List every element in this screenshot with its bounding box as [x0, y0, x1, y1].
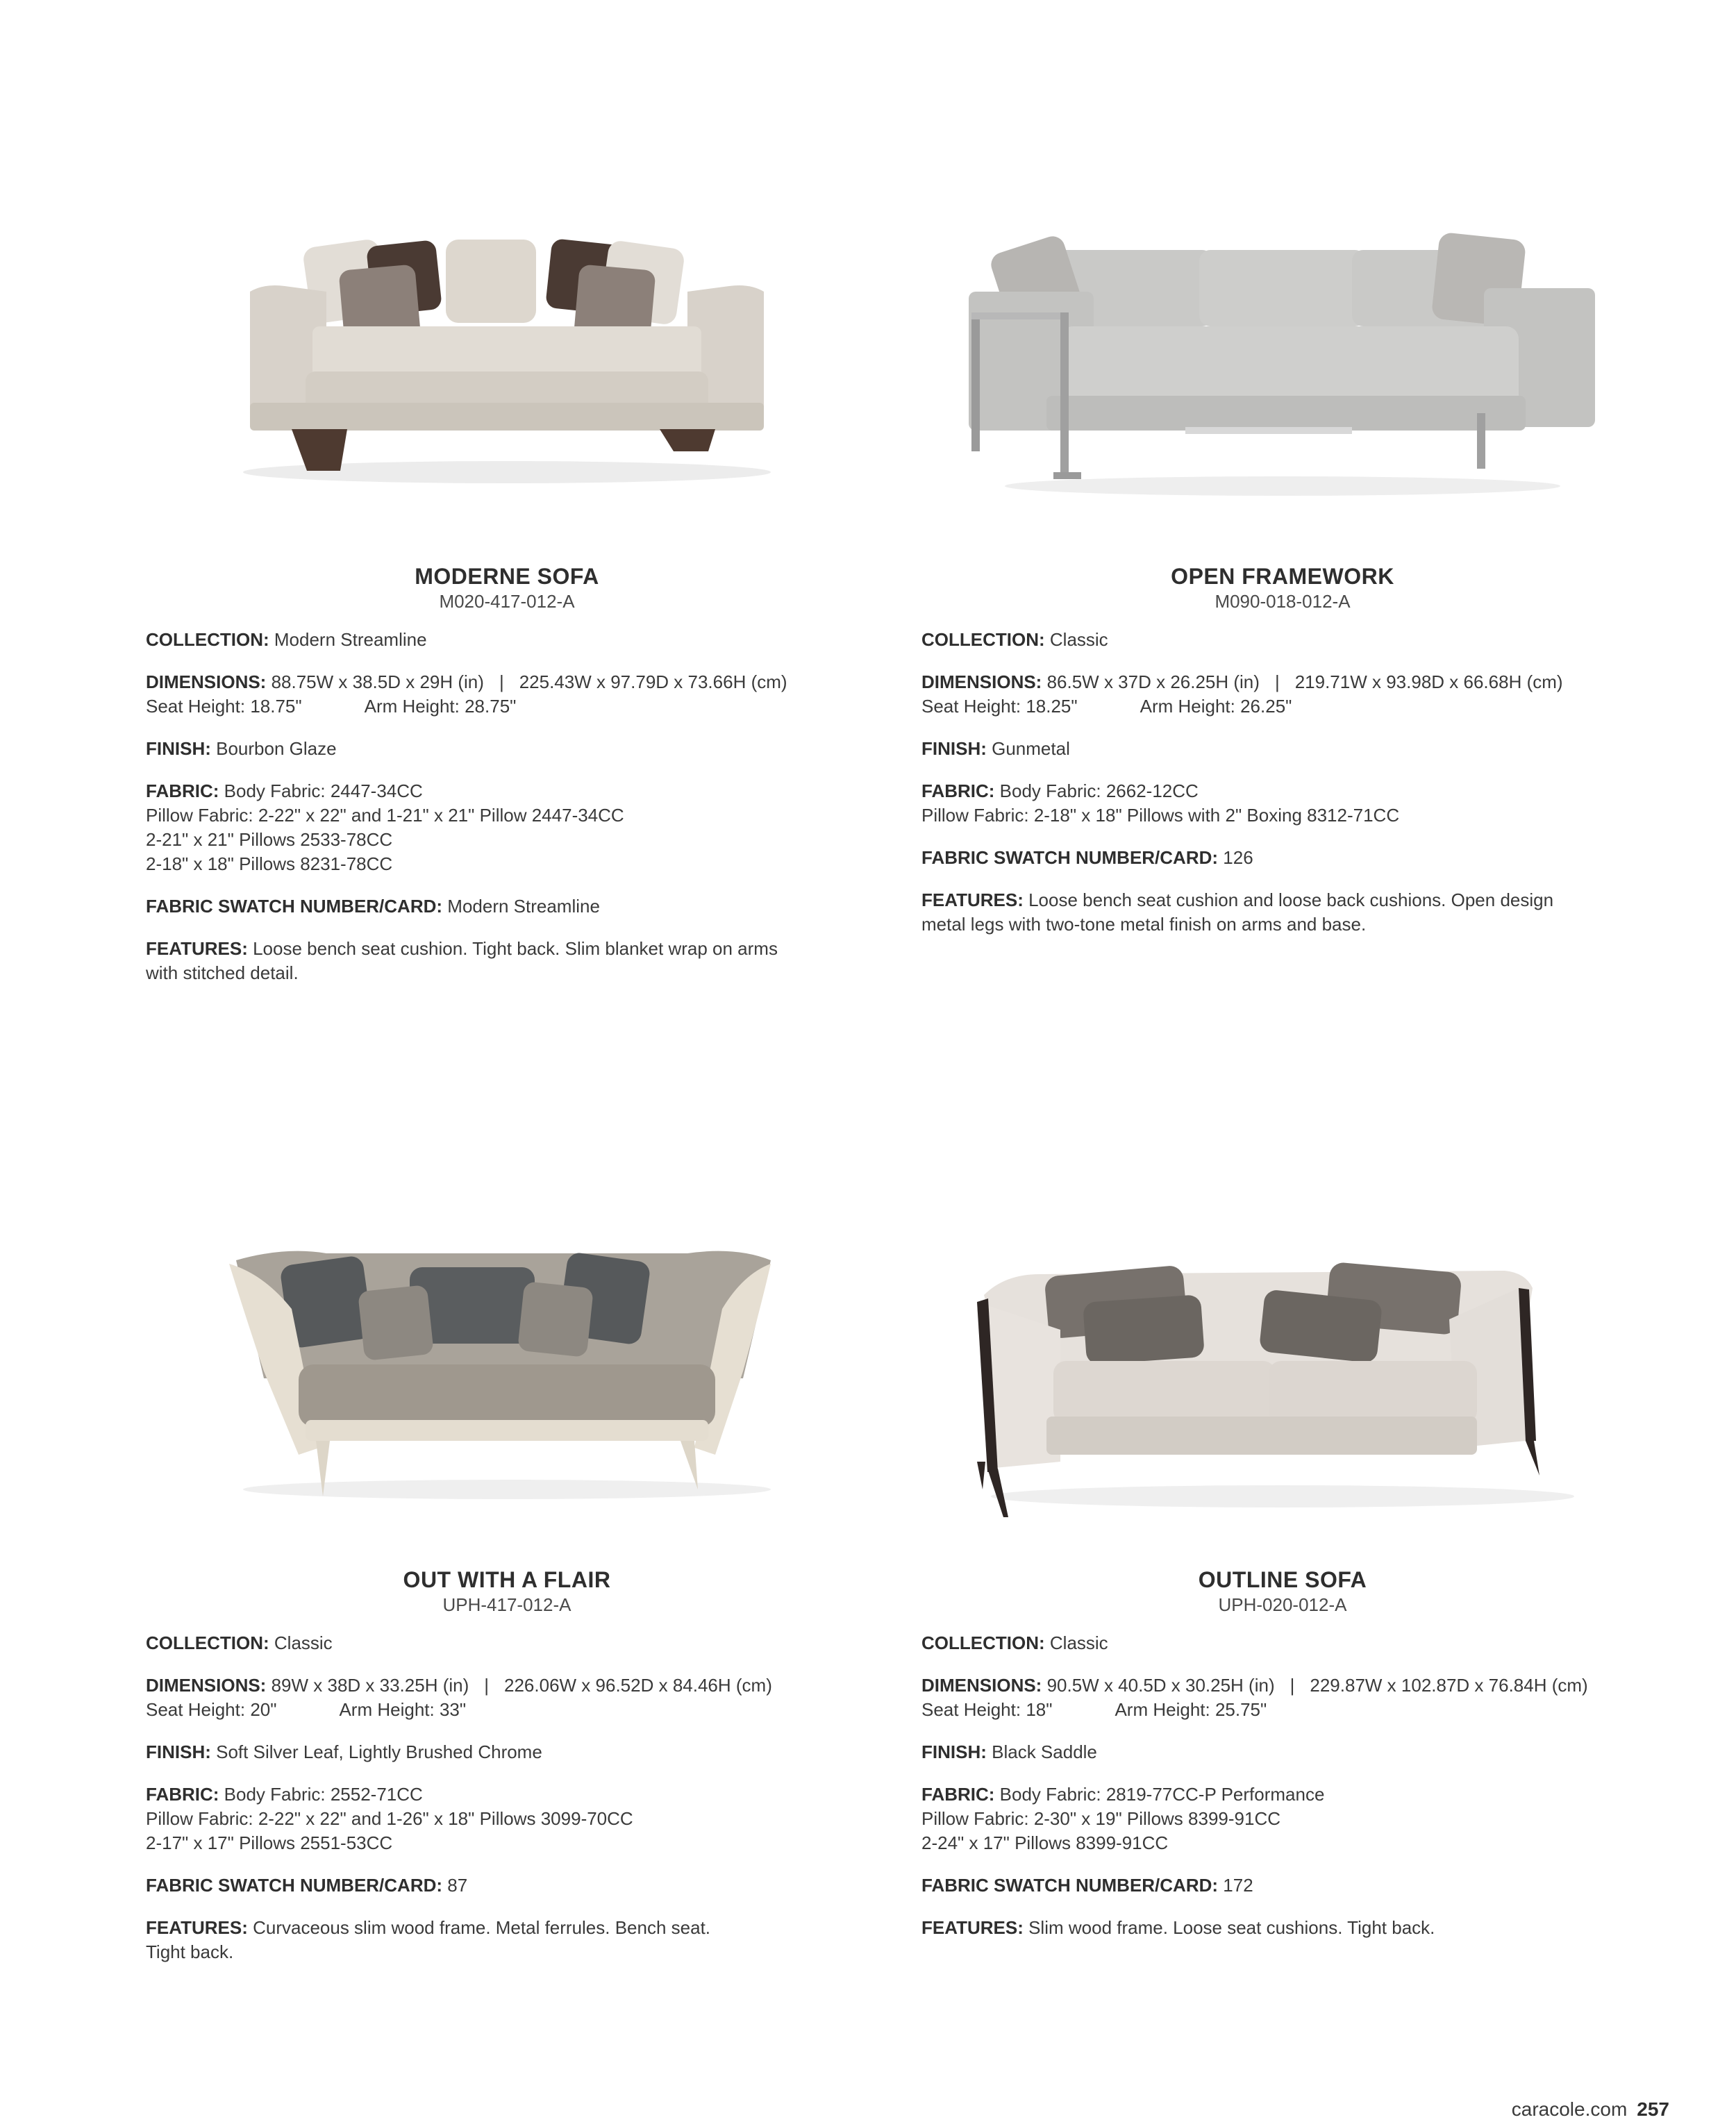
swatch-spec [146, 894, 868, 919]
finish-label: FINISH: [921, 738, 987, 759]
sofa-image [146, 194, 868, 528]
product-card-out-with-a-flair [146, 1198, 868, 1982]
fabric-line: 2-21" x 21" Pillows 2533-78CC [146, 829, 393, 850]
arm-height: Arm Height: 33" [339, 1699, 467, 1720]
finish-value: Black Saddle [992, 1741, 1097, 1762]
page-footer [1512, 2098, 1669, 2121]
fabric-line: 2-17" x 17" Pillows 2551-53CC [146, 1832, 393, 1853]
fabric-line: Body Fabric: 2819-77CC-P Performance [999, 1784, 1325, 1805]
swatch-value: 87 [447, 1875, 468, 1896]
seat-height: Seat Height: 18.25" [921, 696, 1078, 717]
finish-spec [146, 737, 868, 761]
product-sku: UPH-020-012-A [1218, 1594, 1347, 1615]
seat-height: Seat Height: 20" [146, 1699, 277, 1720]
dimension-separator: | [1290, 1675, 1295, 1696]
finish-label: FINISH: [921, 1741, 987, 1762]
product-sku: UPH-417-012-A [442, 1594, 571, 1615]
product-card-outline-sofa [921, 1198, 1644, 1958]
dimensions-spec [921, 1673, 1644, 1722]
product-card-moderne-sofa [146, 194, 868, 1003]
features-label: FEATURES: [921, 889, 1024, 910]
product-title: OPEN FRAMEWORK [1171, 564, 1394, 589]
swatch-spec [921, 1873, 1644, 1898]
finish-value: Bourbon Glaze [216, 738, 337, 759]
swatch-label: FABRIC SWATCH NUMBER/CARD: [921, 1875, 1219, 1896]
dimensions-inches: 89W x 38D x 33.25H (in) [271, 1675, 469, 1696]
dimensions-spec [146, 1673, 868, 1722]
features-label: FEATURES: [921, 1917, 1024, 1938]
fabric-spec [921, 1782, 1644, 1855]
fabric-spec [146, 1782, 868, 1855]
fabric-line: Body Fabric: 2662-12CC [999, 780, 1199, 801]
swatch-value: 126 [1223, 847, 1253, 868]
swatch-label: FABRIC SWATCH NUMBER/CARD: [146, 1875, 443, 1896]
product-title: MODERNE SOFA [415, 564, 599, 589]
dimensions-inches: 86.5W x 37D x 26.25H (in) [1046, 671, 1260, 692]
seat-height: Seat Height: 18" [921, 1699, 1053, 1720]
page-number: 257 [1637, 2098, 1669, 2120]
finish-spec [146, 1740, 868, 1764]
swatch-spec [921, 846, 1644, 870]
finish-label: FINISH: [146, 1741, 211, 1762]
features-label: FEATURES: [146, 1917, 248, 1938]
product-sku: M090-018-012-A [1215, 591, 1351, 612]
arm-height: Arm Height: 28.75" [364, 696, 517, 717]
fabric-line: 2-18" x 18" Pillows 8231-78CC [146, 853, 393, 874]
fabric-label: FABRIC: [146, 1784, 219, 1805]
fabric-label: FABRIC: [146, 780, 219, 801]
arm-height: Arm Height: 26.25" [1140, 696, 1292, 717]
features-line: Curvaceous slim wood frame. Metal ferrules. Bench seat. [253, 1917, 711, 1938]
features-line: Slim wood frame. Loose seat cushions. Tight back. [1028, 1917, 1435, 1938]
collection-spec [921, 628, 1644, 652]
dimensions-label: DIMENSIONS: [921, 1675, 1042, 1696]
dimensions-spec [146, 670, 868, 719]
arm-height: Arm Height: 25.75" [1115, 1699, 1267, 1720]
features-line: with stitched detail. [146, 962, 299, 983]
fabric-spec [146, 779, 868, 876]
fabric-line: Body Fabric: 2447-34CC [224, 780, 423, 801]
fabric-label: FABRIC: [921, 1784, 995, 1805]
fabric-spec [921, 779, 1644, 828]
collection-spec [146, 628, 868, 652]
fabric-label: FABRIC: [921, 780, 995, 801]
swatch-label: FABRIC SWATCH NUMBER/CARD: [146, 896, 443, 917]
collection-value: Modern Streamline [274, 629, 427, 650]
collection-label: COLLECTION: [921, 629, 1045, 650]
features-line: Tight back. [146, 1941, 234, 1962]
features-line: metal legs with two-tone metal finish on arms and base. [921, 914, 1367, 935]
sofa-image [921, 1198, 1644, 1531]
fabric-line: Pillow Fabric: 2-22" x 22" and 1-26" x 18" Pillows 3099-70CC [146, 1808, 633, 1829]
finish-value: Soft Silver Leaf, Lightly Brushed Chrome [216, 1741, 542, 1762]
features-line: Loose bench seat cushion. Tight back. Slim blanket wrap on arms [253, 938, 778, 959]
finish-spec [921, 737, 1644, 761]
collection-label: COLLECTION: [146, 1632, 269, 1653]
features-spec [146, 937, 868, 985]
dimensions-cm: 225.43W x 97.79D x 73.66H (cm) [519, 671, 787, 692]
finish-value: Gunmetal [992, 738, 1070, 759]
features-spec [921, 1916, 1644, 1940]
dimension-separator: | [1274, 671, 1280, 692]
collection-value: Classic [1049, 629, 1108, 650]
dimensions-cm: 229.87W x 102.87D x 76.84H (cm) [1310, 1675, 1588, 1696]
site-link[interactable]: caracole.com [1511, 2098, 1628, 2120]
fabric-line: Body Fabric: 2552-71CC [224, 1784, 423, 1805]
finish-label: FINISH: [146, 738, 211, 759]
swatch-label: FABRIC SWATCH NUMBER/CARD: [921, 847, 1219, 868]
dimensions-inches: 90.5W x 40.5D x 30.25H (in) [1046, 1675, 1275, 1696]
sofa-image [146, 1198, 868, 1531]
product-title: OUTLINE SOFA [1198, 1567, 1367, 1592]
fabric-line: 2-24" x 17" Pillows 8399-91CC [921, 1832, 1169, 1853]
dimension-separator: | [499, 671, 504, 692]
collection-value: Classic [274, 1632, 333, 1653]
fabric-line: Pillow Fabric: 2-30" x 19" Pillows 8399-91CC [921, 1808, 1281, 1829]
dimensions-label: DIMENSIONS: [921, 671, 1042, 692]
product-sku: M020-417-012-A [439, 591, 575, 612]
dimensions-cm: 219.71W x 93.98D x 66.68H (cm) [1294, 671, 1563, 692]
dimensions-inches: 88.75W x 38.5D x 29H (in) [271, 671, 484, 692]
collection-label: COLLECTION: [146, 629, 269, 650]
features-line: Loose bench seat cushion and loose back cushions. Open design [1028, 889, 1554, 910]
dimension-separator: | [484, 1675, 490, 1696]
swatch-value: 172 [1223, 1875, 1253, 1896]
swatch-spec [146, 1873, 868, 1898]
collection-spec [921, 1631, 1644, 1655]
seat-height: Seat Height: 18.75" [146, 696, 302, 717]
dimensions-cm: 226.06W x 96.52D x 84.46H (cm) [504, 1675, 772, 1696]
features-label: FEATURES: [146, 938, 248, 959]
collection-label: COLLECTION: [921, 1632, 1045, 1653]
dimensions-spec [921, 670, 1644, 719]
collection-spec [146, 1631, 868, 1655]
finish-spec [921, 1740, 1644, 1764]
product-card-open-framework [921, 194, 1644, 955]
fabric-line: Pillow Fabric: 2-22" x 22" and 1-21" x 21" Pillow 2447-34CC [146, 805, 624, 826]
product-title: OUT WITH A FLAIR [403, 1567, 611, 1592]
collection-value: Classic [1049, 1632, 1108, 1653]
dimensions-label: DIMENSIONS: [146, 1675, 267, 1696]
features-spec [921, 888, 1644, 937]
sofa-image [921, 194, 1644, 528]
dimensions-label: DIMENSIONS: [146, 671, 267, 692]
fabric-line: Pillow Fabric: 2-18" x 18" Pillows with 2" Boxing 8312-71CC [921, 805, 1400, 826]
features-spec [146, 1916, 868, 1964]
swatch-value: Modern Streamline [447, 896, 600, 917]
